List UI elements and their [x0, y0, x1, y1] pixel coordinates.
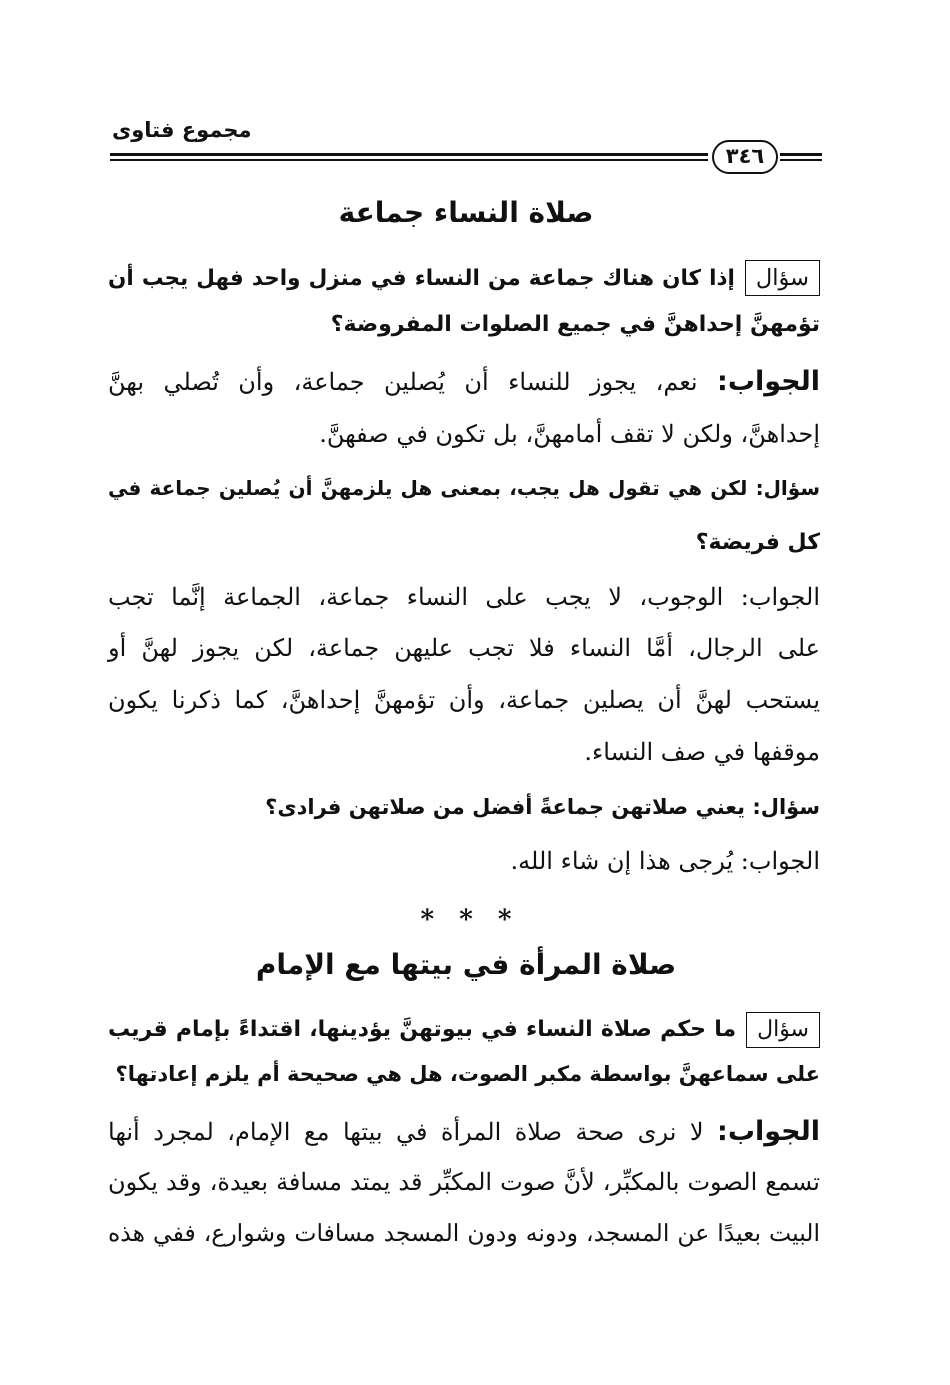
- section-title: صلاة النساء جماعة: [338, 196, 594, 229]
- question-label-box: سؤال: [746, 1012, 820, 1048]
- answer-label: الجواب:: [717, 1116, 821, 1147]
- answer-line: على الرجال، أمَّا النساء فلا تجب عليهن جماعة، لكن يجوز لهنَّ أو: [108, 634, 820, 662]
- answer-line: يستحب لهنَّ أن يصلين جماعة، وأن تؤمهنَّ إحداهنَّ، كما ذكرنا يكون: [108, 686, 821, 714]
- section-title: صلاة المرأة في بيتها مع الإمام: [255, 948, 677, 981]
- answer-line: تسمع الصوت بالمكبِّر، لأنَّ صوت المكبِّر قد يمتد مسافة بعيدة، وقد يكون: [108, 1168, 820, 1196]
- question-line: كل فريضة؟: [695, 530, 820, 555]
- running-header-title: مجموع فتاوى: [112, 118, 252, 142]
- header-rule-right-bottom: [780, 159, 822, 161]
- answer-line: الجواب: لا نرى صحة صلاة المرأة في بيتها مع الإمام، لمجرد أنها: [108, 1116, 821, 1147]
- question-line: سؤالما حكم صلاة النساء في بيوتهنَّ يؤدينها، اقتداءً بإمام قريب: [108, 1012, 820, 1048]
- answer-line: إحداهنَّ، ولكن لا تقف أمامهنَّ، بل تكون في صفهنَّ.: [319, 420, 820, 448]
- question-line: تؤمهنَّ إحداهنَّ في جميع الصلوات المفروضة؟: [330, 312, 820, 337]
- header-rule-left-top: [110, 153, 708, 156]
- answer-label: الجواب:: [717, 366, 820, 397]
- answer-line: الجواب: نعم، يجوز للنساء أن يُصلين جماعة، وأن تُصلي بهنَّ: [108, 366, 820, 397]
- section-separator: * * *: [420, 905, 520, 935]
- question-line: سؤال: يعني صلاتهن جماعةً أفضل من صلاتهن فرادى؟: [265, 795, 820, 819]
- question-line: سؤال: لكن هي تقول هل يجب، بمعنى هل يلزمهنَّ أن يُصلين جماعة في: [108, 476, 820, 500]
- answer-line: الجواب: يُرجى هذا إن شاء الله.: [510, 847, 820, 875]
- header-rule-right-top: [780, 153, 822, 156]
- page-number: ٣٤٦: [712, 140, 778, 174]
- answer-line: الجواب: الوجوب، لا يجب على النساء جماعة، الجماعة إنَّما تجب: [108, 583, 820, 611]
- question-label-box: سؤال: [745, 260, 820, 296]
- answer-line: موقفها في صف النساء.: [584, 738, 820, 766]
- header-rule-left-bottom: [110, 159, 708, 161]
- question-line: على سماعهنَّ بواسطة مكبر الصوت، هل هي صحيحة أم يلزم إعادتها؟: [115, 1062, 820, 1086]
- question-line: سؤالإذا كان هناك جماعة من النساء في منزل واحد فهل يجب أن: [108, 260, 820, 296]
- answer-line: البيت بعيدًا عن المسجد، ودونه ودون المسجد مسافات وشوارع، ففي هذه: [108, 1219, 820, 1247]
